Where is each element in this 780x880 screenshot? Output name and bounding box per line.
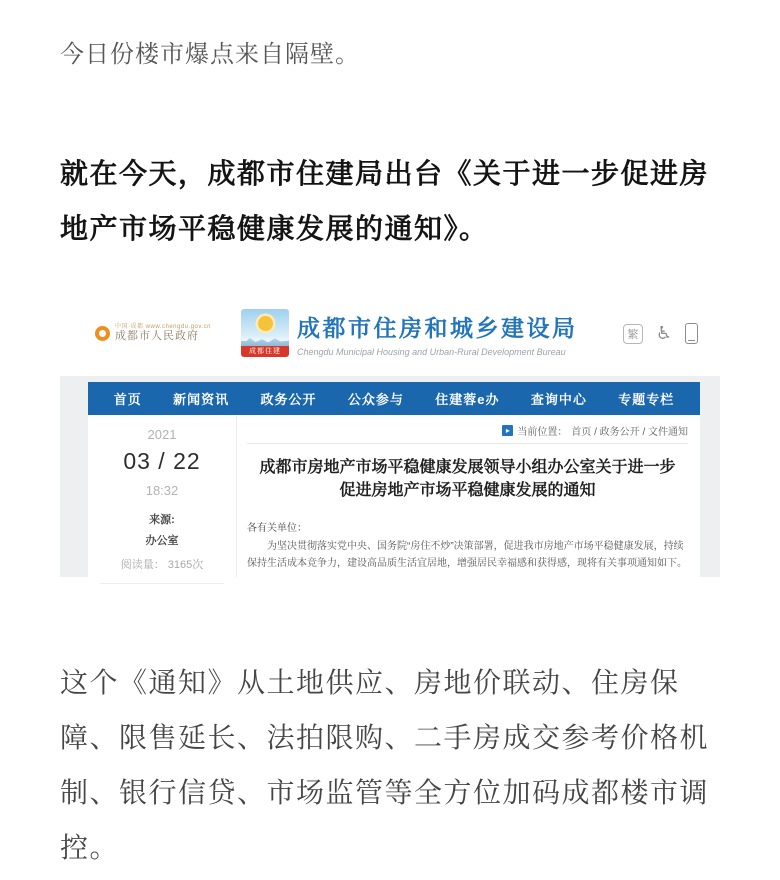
accessibility-icon[interactable]: ♿ xyxy=(655,322,672,344)
gov-logo-line2: 成都市人民政府 xyxy=(115,330,199,343)
sidebar-divider xyxy=(100,583,224,584)
nav-item-news[interactable]: 新闻资讯 xyxy=(173,392,230,407)
bureau-emblem-icon xyxy=(241,309,289,357)
post-year: 2021 xyxy=(147,427,177,442)
breadcrumb-divider xyxy=(247,443,688,444)
notice-salutation: 各有关单位： xyxy=(247,523,307,534)
post-date: 03 / 22 xyxy=(123,448,201,474)
breadcrumb-label: 当前位置： xyxy=(517,427,568,438)
breadcrumb xyxy=(247,423,688,438)
view-count: 阅读量： 3165次 xyxy=(120,559,204,571)
site-subtitle: Chengdu Municipal Housing and Urban-Rural Development Bureau xyxy=(297,346,566,357)
header-toolbar xyxy=(623,323,698,344)
summary-paragraph: 这个《通知》从土地供应、房地价联动、住房保障、限售延长、法拍限购、二手房成交参考价格机制、银行信贷、市场监管等全方位加码成都楼市调控。 xyxy=(60,667,710,863)
sun-icon xyxy=(258,316,273,331)
nav-item-topics[interactable]: 专题专栏 xyxy=(618,392,675,407)
main-navigation xyxy=(88,382,700,415)
site-body-area xyxy=(60,376,720,577)
nav-item-eservice[interactable]: 住建蓉e办 xyxy=(435,392,500,407)
skyline-icon xyxy=(241,337,289,346)
notice-title: 成都市房地产市场平稳健康发展领导小组办公室关于进一步促进房地产市场平稳健康发展的通知 xyxy=(259,459,676,499)
breadcrumb-icon: ▸ xyxy=(502,425,513,436)
emblem-banner: 成都住建 xyxy=(241,346,289,357)
source-value: 办公室 xyxy=(145,535,179,547)
nav-item-query[interactable]: 查询中心 xyxy=(530,392,587,407)
site-title: 成都市住房和城乡建设局 xyxy=(297,314,578,341)
post-content-row xyxy=(88,415,700,577)
notice-body: 为坚决贯彻落实党中央、国务院“房住不炒”决策部署，促进我市房地产市场平稳健康发展，持续保持生活成本竞争力，建设高品质生活宜居地，增强居民幸福感和获得感，现将有关事项通知如下。 xyxy=(247,541,687,569)
site-logo[interactable] xyxy=(241,309,578,357)
source-label: 来源: xyxy=(149,514,175,526)
nav-item-home[interactable]: 首页 xyxy=(113,392,142,407)
intro-paragraph: 今日份楼市爆点来自隔壁。 xyxy=(60,41,360,68)
post-time: 18:32 xyxy=(145,483,179,498)
nav-item-gov-info[interactable]: 政务公开 xyxy=(260,392,317,407)
embedded-website-screenshot xyxy=(60,290,720,577)
traditional-chinese-button[interactable]: 繁 xyxy=(623,324,643,344)
gov-portal-logo[interactable] xyxy=(95,324,213,343)
mobile-version-icon[interactable] xyxy=(685,323,698,344)
post-meta-sidebar xyxy=(88,415,237,577)
post-main xyxy=(237,415,700,577)
nav-item-public[interactable]: 公众参与 xyxy=(347,392,404,407)
gov-ring-icon xyxy=(95,326,110,341)
breadcrumb-path[interactable]: 首页 / 政务公开 / 文件通知 xyxy=(571,427,688,438)
headline-paragraph: 就在今天，成都市住建局出台《关于进一步促进房地产市场平稳健康发展的通知》。 xyxy=(60,158,710,244)
site-header xyxy=(60,290,720,376)
gov-logo-line1: 中国·成都 www.chengdu.gov.cn xyxy=(115,323,211,330)
